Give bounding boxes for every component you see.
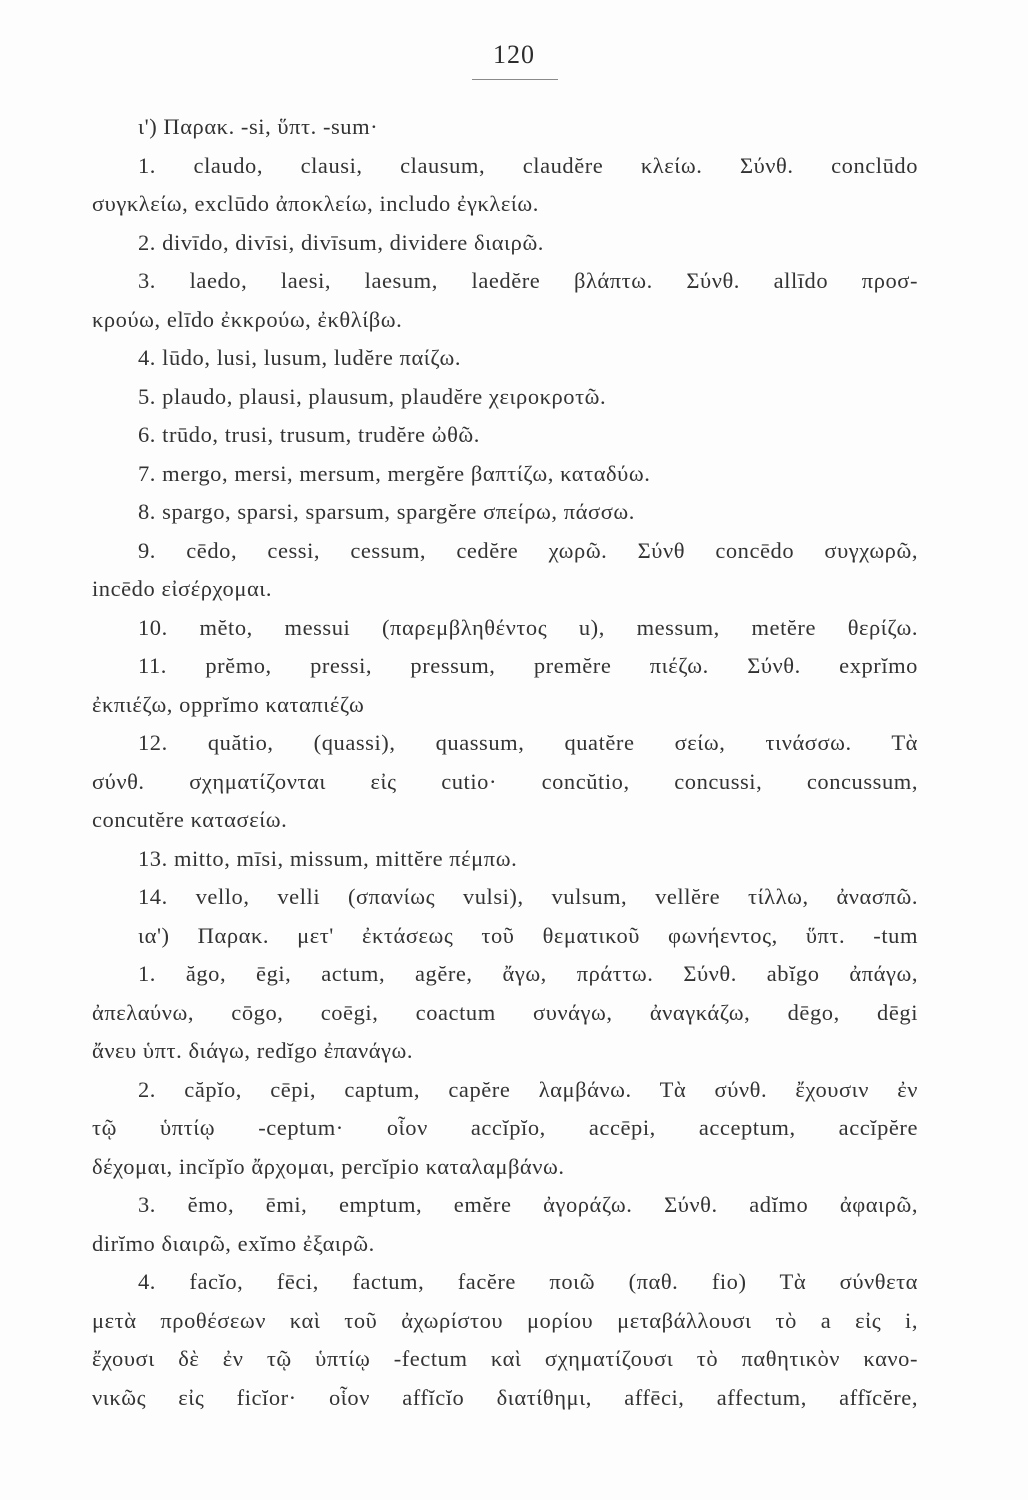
- text-line: ἔχουσι δὲ ἐν τῷ ὑπτίῳ -fectum καὶ σχηματίζουσι τὸ παθητικὸν κανο-: [92, 1346, 918, 1371]
- text-line: σύνθ. σχηματίζονται εἰς cutio· concŭtio, concussi, concussum,: [92, 768, 918, 794]
- text-line: ἐκπιέζω, opprĭmo καταπιέζω: [92, 691, 365, 717]
- text-line: 2. căpĭo, cēpi, captum, capĕre λαμβάνω. Τὰ σύνθ. ἔχουσιν ἐν: [138, 1076, 918, 1102]
- text-line: 7. mergo, mersi, mersum, mergĕre βαπτίζω, καταδύω.: [138, 460, 651, 486]
- text-line: 4. lūdo, lusi, lusum, ludĕre παίζω.: [138, 345, 461, 370]
- text-line: κρούω, elīdo ἐκκρούω, ἐκθλίβω.: [92, 306, 403, 332]
- text-line: 1. ăgo, ēgi, actum, agĕre, ἄγω, πράττω. Σύνθ. abĭgo ἀπάγω,: [138, 961, 918, 986]
- text-line: 4. facĭo, fēci, factum, facĕre ποιῶ (παθ. fio) Τὰ σύνθετα: [138, 1269, 918, 1294]
- text-line: incēdo εἰσέρχομαι.: [92, 576, 273, 601]
- text-line: δέχομαι, incĭpĭo ἄρχομαι, percĭpio καταλαμβάνω.: [92, 1153, 565, 1179]
- text-line: ια') Παρακ. μετ' ἐκτάσεως τοῦ θεματικοῦ φωνήεντος, ὕπτ. -tum: [138, 922, 918, 948]
- page-number-rule: [472, 79, 558, 80]
- text-line: 5. plaudo, plausi, plausum, plaudĕre χειροκροτῶ.: [138, 383, 607, 409]
- text-line: 10. mĕto, messui (παρεμβληθέντος u), messum, metĕre θερίζω.: [138, 614, 918, 640]
- text-line: 3. laedo, laesi, laesum, laedĕre βλάπτω. Σύνθ. allīdo προσ-: [138, 268, 918, 293]
- text-line: 11. prĕmo, pressi, pressum, premĕre πιέζω. Σύνθ. exprĭmo: [138, 653, 918, 678]
- text-line: 9. cēdo, cessi, cessum, cedĕre χωρῶ. Σύνθ concēdo συγχωρῶ,: [138, 537, 918, 563]
- text-line: dirĭmo διαιρῶ, exĭmo ἐξαιρῶ.: [92, 1230, 375, 1256]
- text-line: μετὰ προθέσεων καὶ τοῦ ἀχωρίστου μορίου μεταβάλλουσι τὸ a εἰς i,: [92, 1307, 918, 1333]
- text-line: 12. quătio, (quassi), quassum, quatĕre σείω, τινάσσω. Τὰ: [138, 730, 918, 755]
- text-line: ι') Παρακ. -si, ὕπτ. -sum·: [138, 114, 379, 139]
- text-line: 1. claudo, clausi, clausum, claudĕre κλείω. Σύνθ. conclūdo: [138, 152, 918, 178]
- text-line: ἀπελαύνω, cōgo, coēgi, coactum συνάγω, ἀναγκάζω, dēgo, dēgi: [92, 999, 918, 1025]
- text-line: συγκλείω, exclūdo ἀποκλείω, includo ἐγκλείω.: [92, 191, 539, 216]
- text-line: 13. mitto, mīsi, missum, mittĕre πέμπω.: [138, 845, 518, 871]
- text-line: τῷ ὑπτίῳ -ceptum· οἷον accĭpĭo, accēpi, acceptum, accĭpĕre: [92, 1115, 918, 1140]
- page-body-text: [92, 108, 918, 1417]
- text-line: concutĕre κατασείω.: [92, 807, 288, 832]
- text-line: 8. spargo, sparsi, sparsum, spargĕre σπείρω, πάσσω.: [138, 499, 635, 524]
- page-number: 120: [493, 40, 535, 69]
- text-line: νικῶς εἰς ficĭor· οἷον affĭcĭo διατίθημι, affēci, affectum, affĭcĕre,: [92, 1384, 918, 1410]
- text-line: ἄνευ ὑπτ. διάγω, redĭgo ἐπανάγω.: [92, 1038, 414, 1063]
- text-line: 6. trūdo, trusi, trusum, trudĕre ὠθῶ.: [138, 422, 480, 447]
- text-line: 2. divīdo, divīsi, divīsum, dividere διαιρῶ.: [138, 229, 544, 255]
- text-line: 14. vello, velli (σπανίως vulsi), vulsum, vellĕre τίλλω, ἀνασπῶ.: [138, 884, 918, 909]
- text-line: 3. ĕmo, ēmi, emptum, emĕre ἀγοράζω. Σύνθ. adĭmo ἀφαιρῶ,: [138, 1192, 918, 1217]
